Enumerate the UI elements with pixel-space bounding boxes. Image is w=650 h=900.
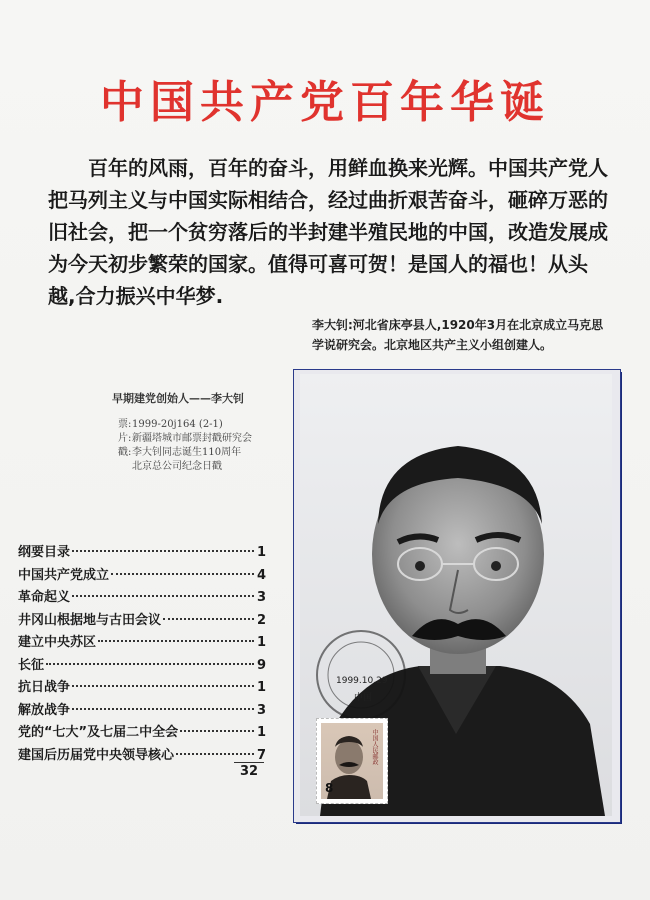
toc-item-page: 1 xyxy=(256,680,266,695)
mark-value-2: 北京总公司纪念日戳 xyxy=(132,461,222,472)
toc-item-name: 长征 xyxy=(18,657,45,673)
stamp-country: 中国人民邮政 xyxy=(371,729,378,765)
postage-stamp xyxy=(316,718,388,804)
toc-leader xyxy=(72,692,254,710)
stamp-denomination: 8 xyxy=(325,781,334,795)
toc-leader xyxy=(72,669,254,687)
toc-item-name: 中国共产党成立 xyxy=(18,567,110,583)
postmark-country: 中国 xyxy=(354,693,373,703)
toc-item-name: 井冈山根据地与古田会议 xyxy=(18,612,162,628)
toc-leader xyxy=(180,714,254,732)
toc-leader xyxy=(72,534,254,552)
toc-leader xyxy=(98,624,254,642)
stamp-info-row-stamp xyxy=(118,418,252,432)
toc-item-page: 1 xyxy=(256,545,266,560)
toc-item-name: 解放战争 xyxy=(18,702,71,718)
toc-item-name: 建立中央苏区 xyxy=(18,635,97,650)
toc-item-page: 7 xyxy=(256,747,266,763)
toc-item-page: 3 xyxy=(256,702,266,718)
postmark-ring-icon xyxy=(318,632,404,718)
toc-item-name: 建国后历届党中央领导核心 xyxy=(18,747,175,763)
card-label: 片: xyxy=(118,433,132,444)
toc-item-page: 2 xyxy=(256,612,266,628)
toc-item-name: 革命起义 xyxy=(18,590,71,605)
postmark xyxy=(316,630,406,720)
toc-item xyxy=(18,741,266,764)
toc-item-page: 1 xyxy=(256,635,266,650)
page-number: 32 xyxy=(234,762,264,779)
stamp-label: 票: xyxy=(118,419,132,430)
mark-label: 戳: xyxy=(118,447,132,458)
intro-paragraph: 百年的风雨，百年的奋斗，用鲜血换来光辉。中国共产党人把马列主义与中国实际相结合，经过曲折艰苦奋斗，砸碎万恶的旧社会，把一个贫穷落后的半封建半殖民地的中国，改造发展成为今天初步繁荣的国家。值得可喜可贺！是国人的福也！从头越,合力振兴中华梦. xyxy=(48,156,608,308)
toc-item-name: 纲要目录 xyxy=(18,545,71,560)
mark-value: 李大钊同志诞生110周年 xyxy=(132,447,242,458)
toc-item-page: 4 xyxy=(256,567,266,583)
founder-heading: 早期建党创始人——李大钊 xyxy=(112,392,244,405)
stamp-info-row-card xyxy=(118,432,252,446)
table-of-contents xyxy=(18,538,266,763)
toc-item-page: 9 xyxy=(256,657,266,673)
toc-leader xyxy=(111,557,254,575)
stamp-image xyxy=(321,723,383,799)
portrait-caption: 李大钊:河北省床亭县人,1920年3月在北京成立马克思学说研究会。北京地区共产主义小组创建人。 xyxy=(312,318,604,352)
card-value: 新疆塔城市邮票封戳研究会 xyxy=(132,433,252,444)
toc-leader xyxy=(176,737,254,755)
toc-leader xyxy=(46,647,254,665)
postmark-date: 1999.10.29 xyxy=(336,676,388,686)
toc-item-name: 抗日战争 xyxy=(18,680,71,695)
stamp-info xyxy=(118,418,252,474)
toc-leader xyxy=(72,579,254,597)
stamp-value: 1999-20j164 (2-1) xyxy=(132,419,223,430)
stamp-info-row-mark xyxy=(118,446,252,460)
toc-item-page: 1 xyxy=(256,725,266,740)
toc-leader xyxy=(163,602,254,620)
toc-item-page: 3 xyxy=(256,590,266,605)
page-title: 中国共产党百年华诞 xyxy=(100,77,550,128)
stamp-info-row-mark2 xyxy=(118,460,252,474)
toc-item-name: 党的“七大”及七届二中全会 xyxy=(18,725,179,740)
